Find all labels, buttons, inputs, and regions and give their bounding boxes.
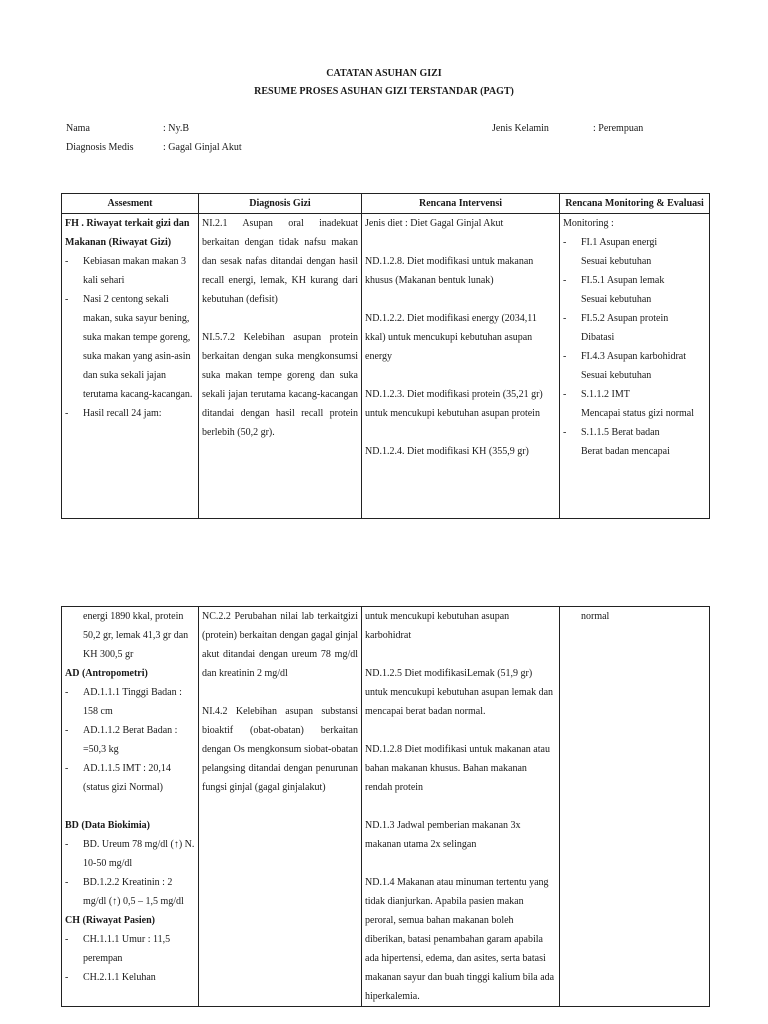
monitoring-item: - FI.1 Asupan energi Sesuai kebutuhan — [563, 233, 706, 271]
header-diagnosis-gizi: Diagnosis Gizi — [199, 194, 362, 214]
diagnosis-item: NI.4.2 Kelebihan asupan substansi bioaktif (obat-obatan) berkaitan dengan Os mengkonsum siobat-obatan pelangsing ditandai dengan penurunan fungsi ginjal (gagal ginjalakut) — [202, 706, 358, 793]
diagnosis-item: NI.5.7.2 Kelebihan asupan protein berkaitan dengan suka mengkonsumsi suka makan tempe goreng dan suka sekali jajan terutama kacang-kacangan ditandai dengan hasil recall protein berlebih (50,2 gr). — [202, 332, 358, 438]
name-value: : Ny.B — [163, 123, 190, 134]
monitoring-continuation: normal — [581, 611, 610, 622]
list-item: - CH.2.1.1 Keluhan — [65, 968, 195, 987]
document-title: CATATAN ASUHAN GIZI — [326, 68, 442, 79]
list-item: - Nasi 2 centong sekali makan, suka sayur bening, suka makan tempe goreng, suka makan yang asin-asin dan suka sekali jajan terutama kacang-kacangan. — [65, 290, 195, 404]
list-item: - Hasil recall 24 jam: — [65, 404, 195, 423]
intervention-item: ND.1.2.8. Diet modifikasi untuk makanan khusus (Makanan bentuk lunak) — [365, 256, 534, 286]
intervention-cell — [362, 214, 560, 519]
monitoring-item: - FI.5.2 Asupan protein Dibatasi — [563, 309, 706, 347]
assessment-cell — [62, 214, 199, 519]
table-row — [62, 214, 710, 519]
recall-continuation: energi 1890 kkal, protein 50,2 gr, lemak 41,3 gr dan KH 300,5 gr — [83, 611, 189, 660]
diagnosis-value: : Gagal Ginjal Akut — [163, 142, 242, 153]
care-table-page1 — [61, 193, 710, 519]
assessment-cell — [62, 607, 199, 1007]
intervention-cell — [362, 607, 560, 1007]
list-item: - AD.1.1.5 IMT : 20,14 (status gizi Normal) — [65, 759, 195, 797]
intervention-item: ND.1.2.4. Diet modifikasi KH (355,9 gr) — [365, 446, 529, 457]
fh-title: FH . Riwayat terkait gizi dan Makanan (Riwayat Gizi) — [65, 218, 190, 248]
list-item: - AD.1.1.1 Tinggi Badan : 158 cm — [65, 683, 195, 721]
table-row — [62, 607, 710, 1007]
intervention-item: untuk mencukupi kebutuhan asupan karbohidrat — [365, 611, 510, 641]
sex-label: Jenis Kelamin — [492, 123, 549, 134]
list-item: - BD. Ureum 78 mg/dl (↑) N. 10-50 mg/dl — [65, 835, 195, 873]
diagnosis-label: Diagnosis Medis — [66, 142, 134, 153]
diagnosis-cell — [199, 607, 362, 1007]
bd-title: BD (Data Biokimia) — [65, 820, 150, 831]
header-assesment: Assesment — [62, 194, 199, 214]
monitoring-title: Monitoring : — [563, 218, 614, 229]
monitoring-cell — [560, 607, 710, 1007]
name-label: Nama — [66, 123, 90, 134]
monitoring-item: - FI.5.1 Asupan lemak Sesuai kebutuhan — [563, 271, 706, 309]
intervention-item: ND.1.2.3. Diet modifikasi protein (35,21 gr) untuk mencukupi kebutuhan asupan protein — [365, 389, 543, 419]
intervention-item: ND.1.2.2. Diet modifikasi energy (2034,11 kkal) untuk mencukupi kebutuhan asupan energy — [365, 313, 537, 362]
monitoring-item: - S.1.1.2 IMT Mencapai status gizi normal — [563, 385, 706, 423]
monitoring-item: - FI.4.3 Asupan karbohidrat Sesuai kebutuhan — [563, 347, 706, 385]
care-table-page2 — [61, 606, 710, 1007]
intervention-item: ND.1.2.5 Diet modifikasiLemak (51,9 gr) untuk mencukupi kebutuhan asupan lemak dan mencapai berat badan normal. — [365, 668, 554, 717]
table-header-row — [62, 194, 710, 214]
intervention-item: ND.1.3 Jadwal pemberian makanan 3x makanan utama 2x selingan — [365, 820, 521, 850]
list-item: - AD.1.1.2 Berat Badan : =50,3 kg — [65, 721, 195, 759]
list-item: - CH.1.1.1 Umur : 11,5 perempan — [65, 930, 195, 968]
header-rencana-intervensi: Rencana Intervensi — [362, 194, 560, 214]
sex-value: : Perempuan — [593, 123, 644, 134]
monitoring-item: - S.1.1.5 Berat badan Berat badan mencapai — [563, 423, 706, 461]
intervention-item: ND.1.4 Makanan atau minuman tertentu yang tidak dianjurkan. Apabila pasien makan peroral, semua bahan makanan boleh diberikan, batasi penambahan garam apabila ada hipertensi, edema, dan asites, serta batasi makanan sayur dan buah tinggi kalium bila ada hiperkalemia. — [365, 877, 555, 1002]
intervention-item: ND.1.2.8 Diet modifikasi untuk makanan atau bahan makanan khusus. Bahan makanan rendah protein — [365, 744, 550, 793]
diagnosis-item: NC.2.2 Perubahan nilai lab terkaitgizi (protein) berkaitan dengan gagal ginjal akut ditandai dengan ureum 78 mg/dl dan kreatinin 2 mg/dl — [202, 611, 358, 679]
ch-title: CH (Riwayat Pasien) — [65, 915, 155, 926]
monitoring-cell — [560, 214, 710, 519]
diagnosis-item: NI.2.1 Asupan oral inadekuat berkaitan dengan tidak nafsu makan dan sesak nafas ditandai dengan hasil recall energi, lemak, KH kurang dari kebutuhan (defisit) — [202, 218, 358, 305]
list-item: - Kebiasan makan makan 3 kali sehari — [65, 252, 195, 290]
ad-title: AD (Antropometri) — [65, 668, 148, 679]
list-item: - BD.1.2.2 Kreatinin : 2 mg/dl (↑) 0,5 – 1,5 mg/dl — [65, 873, 195, 911]
diagnosis-cell — [199, 214, 362, 519]
header-rencana-monitoring: Rencana Monitoring & Evaluasi — [560, 194, 710, 214]
intervention-item: Jenis diet : Diet Gagal Ginjal Akut — [365, 218, 504, 229]
document-subtitle: RESUME PROSES ASUHAN GIZI TERSTANDAR (PAGT) — [254, 86, 514, 97]
